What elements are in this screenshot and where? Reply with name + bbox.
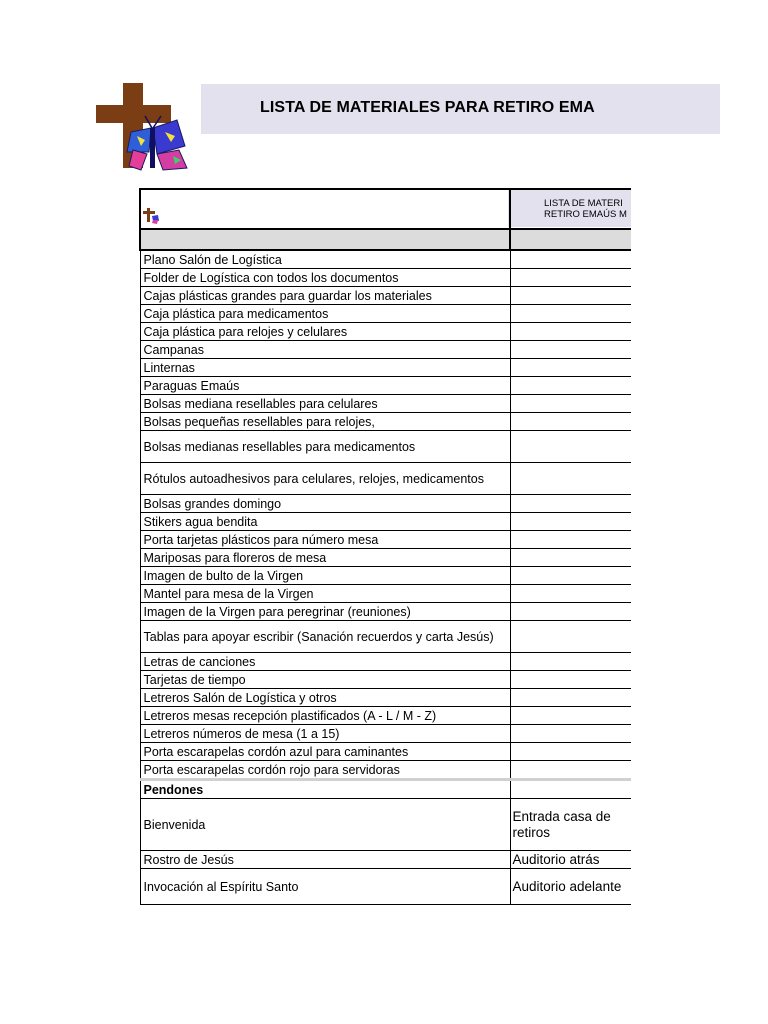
location-cell — [510, 377, 631, 395]
table-row — [140, 761, 631, 780]
table-row — [140, 513, 631, 531]
table-row — [140, 707, 631, 725]
table-row — [140, 359, 631, 377]
item-cell: Bolsas medianas resellables para medicamentos — [140, 431, 510, 463]
materials-sheet — [139, 188, 631, 948]
header-blank-cell — [510, 189, 631, 229]
item-cell: Imagen de la Virgen para peregrinar (reuniones) — [140, 603, 510, 621]
table-row — [140, 689, 631, 707]
location-cell — [510, 743, 631, 761]
pendon-item-cell: Bienvenida — [140, 799, 510, 851]
location-cell — [510, 413, 631, 431]
location-cell — [510, 495, 631, 513]
table-row — [140, 603, 631, 621]
table-row — [140, 269, 631, 287]
table-row — [140, 395, 631, 413]
pendon-location-cell: Entrada casa de retiros — [510, 799, 631, 851]
location-cell — [510, 549, 631, 567]
item-cell: Letras de canciones — [140, 653, 510, 671]
item-cell: Cajas plásticas grandes para guardar los materiales — [140, 287, 510, 305]
table-row — [140, 323, 631, 341]
item-cell: Bolsas mediana resellables para celulares — [140, 395, 510, 413]
table-header-row — [140, 189, 631, 229]
document-title: LISTA DE MATERIALES PARA RETIRO EMA — [260, 99, 595, 116]
location-cell — [510, 305, 631, 323]
location-cell — [510, 359, 631, 377]
location-cell — [510, 431, 631, 463]
item-cell: Letreros Salón de Logística y otros — [140, 689, 510, 707]
item-cell: Mariposas para floreros de mesa — [140, 549, 510, 567]
column-header-row — [140, 229, 631, 250]
table-row — [140, 869, 631, 905]
item-cell: Porta tarjetas plásticos para número mesa — [140, 531, 510, 549]
column-header-item — [140, 229, 510, 250]
location-cell — [510, 603, 631, 621]
location-cell — [510, 761, 631, 780]
item-cell: Paraguas Emaús — [140, 377, 510, 395]
pendon-item-cell: Invocación al Espíritu Santo — [140, 869, 510, 905]
item-cell: Bolsas pequeñas resellables para relojes, — [140, 413, 510, 431]
section-heading-pendones: Pendones — [140, 780, 510, 799]
location-cell — [510, 689, 631, 707]
mini-logo-cell — [140, 189, 510, 229]
table-row — [140, 305, 631, 323]
item-cell: Mantel para mesa de la Virgen — [140, 585, 510, 603]
location-cell — [510, 341, 631, 359]
item-cell: Stikers agua bendita — [140, 513, 510, 531]
location-cell — [510, 621, 631, 653]
location-cell — [510, 567, 631, 585]
item-cell: Rótulos autoadhesivos para celulares, relojes, medicamentos — [140, 463, 510, 495]
item-cell: Letreros mesas recepción plastificados (A - L / M - Z) — [140, 707, 510, 725]
item-cell: Campanas — [140, 341, 510, 359]
cross-butterfly-logo — [93, 80, 203, 180]
table-row — [140, 495, 631, 513]
table-row — [140, 851, 631, 869]
table-row — [140, 549, 631, 567]
item-cell: Folder de Logística con todos los documentos — [140, 269, 510, 287]
item-cell: Imagen de bulto de la Virgen — [140, 567, 510, 585]
mini-title-line-2: RETIRO EMAÚS M — [544, 209, 627, 220]
table-row — [140, 531, 631, 549]
location-cell — [510, 531, 631, 549]
item-cell: Tablas para apoyar escribir (Sanación recuerdos y carta Jesús) — [140, 621, 510, 653]
table-row — [140, 585, 631, 603]
item-cell: Caja plástica para medicamentos — [140, 305, 510, 323]
location-cell — [510, 707, 631, 725]
item-cell: Plano Salón de Logística — [140, 250, 510, 269]
column-header-location — [510, 229, 631, 250]
table-row — [140, 431, 631, 463]
section-heading-blank — [510, 780, 631, 799]
item-cell: Letreros números de mesa (1 a 15) — [140, 725, 510, 743]
pendon-location-cell: Auditorio adelante — [510, 869, 631, 905]
mini-title-line-1: LISTA DE MATERI — [544, 198, 623, 209]
item-cell: Porta escarapelas cordón azul para caminantes — [140, 743, 510, 761]
table-row — [140, 653, 631, 671]
table-row — [140, 671, 631, 689]
title-band — [201, 84, 720, 134]
item-cell: Linternas — [140, 359, 510, 377]
location-cell — [510, 463, 631, 495]
item-cell: Bolsas grandes domingo — [140, 495, 510, 513]
item-cell: Porta escarapelas cordón rojo para servidoras — [140, 761, 510, 780]
pendon-location-cell: Auditorio atrás — [510, 851, 631, 869]
materials-table — [139, 188, 631, 905]
location-cell — [510, 671, 631, 689]
location-cell — [510, 250, 631, 269]
table-row — [140, 287, 631, 305]
table-row — [140, 621, 631, 653]
mini-cross-logo — [143, 207, 161, 225]
table-row — [140, 567, 631, 585]
section-heading-row — [140, 780, 631, 799]
location-cell — [510, 287, 631, 305]
location-cell — [510, 513, 631, 531]
pendon-item-cell: Rostro de Jesús — [140, 851, 510, 869]
location-cell — [510, 585, 631, 603]
table-row — [140, 341, 631, 359]
table-row — [140, 799, 631, 851]
table-row — [140, 250, 631, 269]
table-row — [140, 377, 631, 395]
location-cell — [510, 725, 631, 743]
table-row — [140, 725, 631, 743]
location-cell — [510, 395, 631, 413]
item-cell: Tarjetas de tiempo — [140, 671, 510, 689]
location-cell — [510, 269, 631, 287]
location-cell — [510, 323, 631, 341]
item-cell: Caja plástica para relojes y celulares — [140, 323, 510, 341]
table-row — [140, 413, 631, 431]
table-row — [140, 463, 631, 495]
table-row — [140, 743, 631, 761]
location-cell — [510, 653, 631, 671]
